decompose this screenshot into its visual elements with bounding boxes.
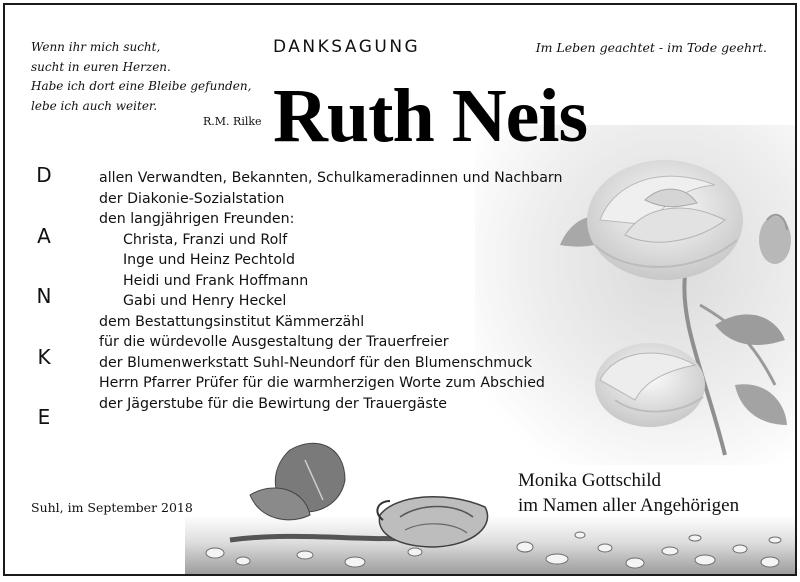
thanks-line: Herrn Pfarrer Prüfer für die warmherzigen Worte zum Abschied bbox=[99, 375, 545, 391]
motto: Im Leben geachtet - im Tode geehrt. bbox=[535, 40, 767, 55]
poem-line: Wenn ihr mich sucht, bbox=[31, 40, 161, 54]
signers bbox=[518, 468, 739, 518]
poem-line: Habe ich dort eine Bleibe gefunden, bbox=[31, 79, 252, 93]
friend-line: Christa, Franzi und Rolf bbox=[123, 231, 288, 248]
thanks-line: der Jägerstube für die Bewirtung der Trauergäste bbox=[99, 395, 448, 412]
poem-author: R.M. Rilke bbox=[203, 115, 262, 128]
poem-line: sucht in euren Herzen. bbox=[31, 59, 171, 74]
thanks-line: der Blumenwerkstatt Suhl-Neundorf für den Blumenschmuck bbox=[99, 354, 533, 371]
poem bbox=[31, 38, 251, 116]
thanks-line: für die würdevolle Ausgestaltung der Trauerfreier bbox=[99, 334, 449, 350]
danke-letter: A bbox=[37, 223, 51, 248]
poem-line: lebe ich auch weiter. bbox=[31, 98, 158, 113]
thanks-list bbox=[99, 168, 562, 414]
place-date: Suhl, im September 2018 bbox=[31, 500, 193, 515]
friend-line: Gabi und Henry Heckel bbox=[123, 293, 287, 309]
deceased-name: Ruth Neis bbox=[273, 74, 588, 158]
danke-letter: D bbox=[36, 163, 52, 187]
friend-line: Heidi und Frank Hoffmann bbox=[123, 272, 309, 289]
thanks-line: der Diakonie-Sozialstation bbox=[99, 190, 285, 207]
danke-vertical bbox=[33, 163, 55, 466]
danke-letter: N bbox=[36, 284, 52, 308]
danke-letter: E bbox=[37, 405, 51, 429]
thanks-line: allen Verwandten, Bekannten, Schulkameradinnen und Nachbarn bbox=[99, 170, 563, 186]
signer-name: Monika Gottschild bbox=[518, 470, 662, 491]
thanks-line: den langjährigen Freunden: bbox=[99, 211, 295, 227]
friend-line: Inge und Heinz Pechtold bbox=[123, 252, 295, 268]
danke-letter: K bbox=[37, 344, 51, 369]
notice-heading: DANKSAGUNG bbox=[273, 37, 421, 57]
obituary-notice bbox=[3, 3, 797, 576]
signer-relation: im Namen aller Angehörigen bbox=[518, 495, 740, 516]
thanks-line: dem Bestattungsinstitut Kämmerzähl bbox=[99, 313, 365, 330]
